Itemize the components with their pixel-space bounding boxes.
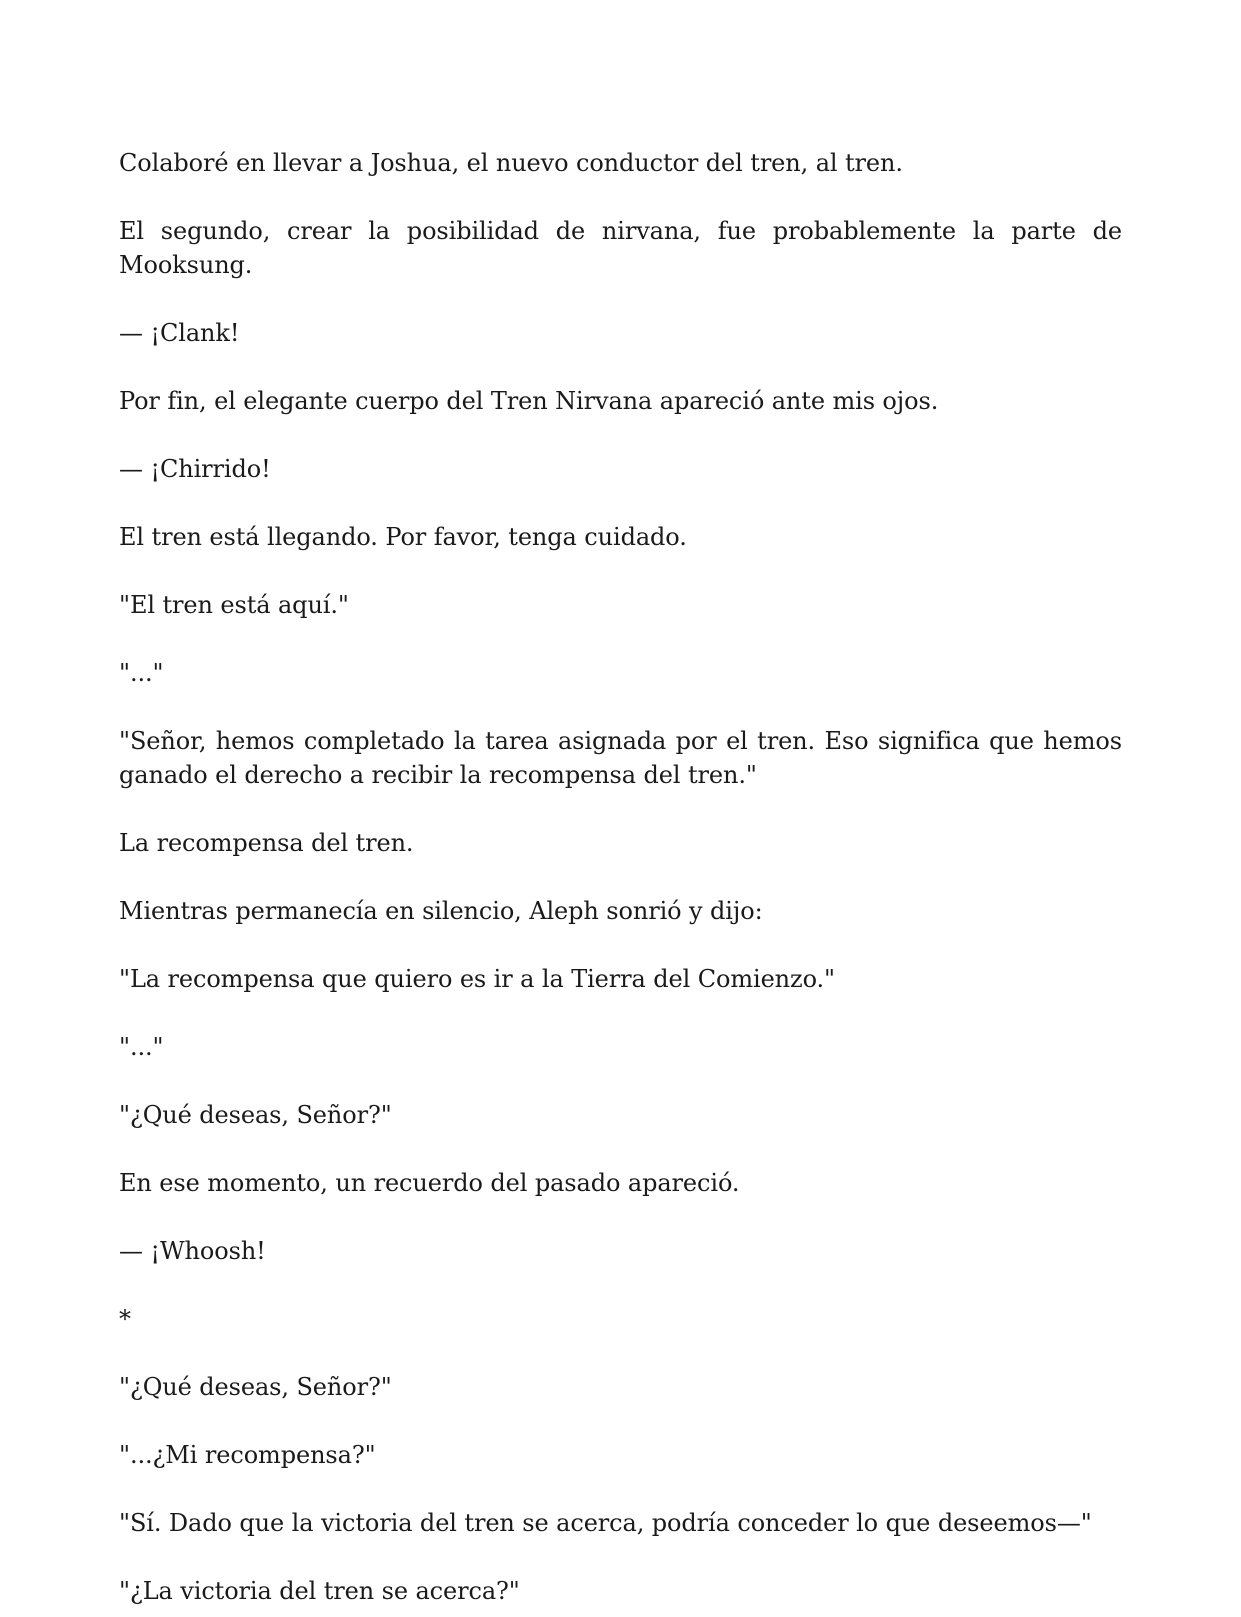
paragraph-18: "¿Qué deseas, Señor?" bbox=[119, 1373, 392, 1401]
paragraph-1: Colaboré en llevar a Joshua, el nuevo conductor del tren, al tren. bbox=[119, 149, 903, 177]
paragraph-10: La recompensa del tren. bbox=[119, 829, 414, 857]
paragraph-6: El tren está llegando. Por favor, tenga cuidado. bbox=[119, 523, 687, 551]
scene-break: * bbox=[119, 1305, 131, 1333]
paragraph-5: — ¡Chirrido! bbox=[119, 455, 271, 483]
paragraph-9: "Señor, hemos completado la tarea asignada por el tren. Eso significa que hemos ganado el derecho a recibir la recompensa del tren." bbox=[119, 727, 1122, 789]
paragraph-15: En ese momento, un recuerdo del pasado apareció. bbox=[119, 1169, 740, 1197]
paragraph-8: "..." bbox=[119, 659, 164, 687]
paragraph-3: — ¡Clank! bbox=[119, 319, 240, 347]
paragraph-7: "El tren está aquí." bbox=[119, 591, 349, 619]
paragraph-20: "Sí. Dado que la victoria del tren se acerca, podría conceder lo que deseemos—" bbox=[119, 1509, 1092, 1537]
paragraph-19: "...¿Mi recompensa?" bbox=[119, 1441, 376, 1469]
paragraph-21: "¿La victoria del tren se acerca?" bbox=[119, 1577, 520, 1605]
document-body bbox=[119, 146, 1122, 1617]
paragraph-12: "La recompensa que quiero es ir a la Tierra del Comienzo." bbox=[119, 965, 835, 993]
paragraph-16: — ¡Whoosh! bbox=[119, 1237, 266, 1265]
paragraph-2: El segundo, crear la posibilidad de nirvana, fue probablemente la parte de Mooksung. bbox=[119, 217, 1122, 279]
paragraph-4: Por fin, el elegante cuerpo del Tren Nirvana apareció ante mis ojos. bbox=[119, 387, 939, 415]
paragraph-11: Mientras permanecía en silencio, Aleph sonrió y dijo: bbox=[119, 897, 763, 925]
paragraph-13: "..." bbox=[119, 1033, 164, 1061]
paragraph-14: "¿Qué deseas, Señor?" bbox=[119, 1101, 392, 1129]
